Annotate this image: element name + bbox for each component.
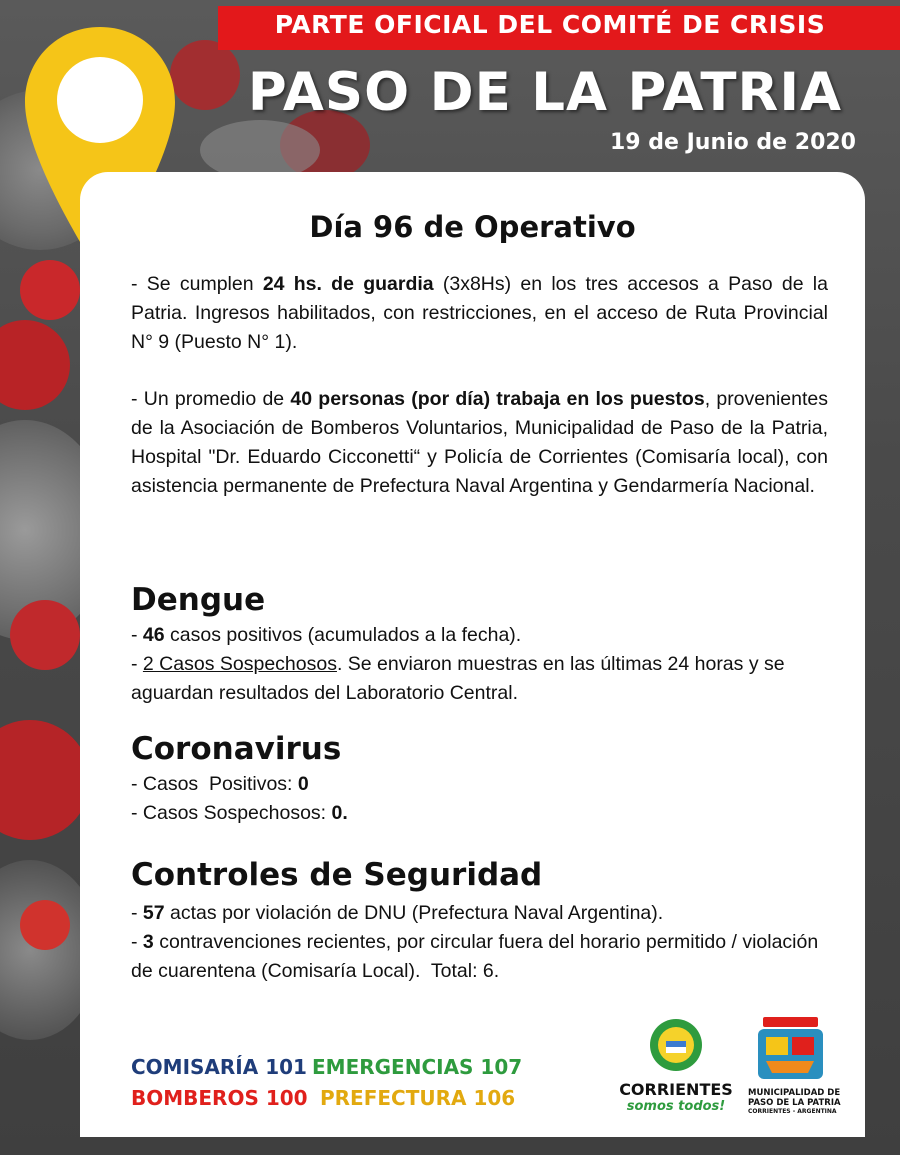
controles-line-2 bbox=[131, 928, 824, 986]
bold-text: 0. bbox=[331, 802, 348, 824]
municipalidad-crest-icon bbox=[748, 1015, 833, 1083]
dengue-line-2 bbox=[131, 650, 831, 708]
phone-comisaria: COMISARÍA 101 bbox=[131, 1055, 307, 1079]
text: casos positivos (acumulados a la fecha). bbox=[164, 624, 522, 646]
text: - bbox=[131, 902, 143, 924]
report-date: 19 de Junio de 2020 bbox=[610, 130, 856, 155]
text: (3x8Hs) en los tres accesos a Paso de la Patria. Ingresos habilitados, con restricciones, en el acceso de Ruta Provincial N° 9 (Puesto N° 1). bbox=[131, 273, 828, 353]
text: - bbox=[131, 653, 143, 675]
coronavirus-heading: Coronavirus bbox=[131, 731, 342, 767]
bold-text: 46 bbox=[142, 624, 165, 646]
coronavirus-line-2 bbox=[131, 799, 831, 828]
controles-heading: Controles de Seguridad bbox=[131, 857, 543, 893]
corrientes-slogan: somos todos! bbox=[626, 1099, 726, 1114]
text: - Casos Positivos: bbox=[131, 773, 298, 795]
municipalidad-line-3: CORRIENTES - ARGENTINA bbox=[748, 1108, 837, 1115]
corrientes-seal-icon bbox=[616, 1015, 736, 1075]
controles-line-1 bbox=[131, 899, 831, 928]
text: contravenciones recientes, por circular fuera del horario permitido / violación de cuarentena (Comisaría Local). Total: 6. bbox=[131, 931, 824, 982]
bold-text: 24 hs. de guardia bbox=[262, 273, 434, 295]
bold-text: 57 bbox=[142, 902, 165, 924]
corrientes-name: CORRIENTES bbox=[619, 1080, 733, 1099]
text: . Se enviaron muestras en las últimas 24 horas y se aguardan resultados del Laboratorio Central. bbox=[131, 653, 785, 704]
dengue-heading: Dengue bbox=[131, 582, 266, 618]
municipalidad-logo bbox=[748, 1015, 841, 1125]
phone-bomberos: BOMBEROS 100 bbox=[131, 1086, 308, 1110]
town-title: PASO DE LA PATRIA bbox=[247, 62, 843, 123]
paragraph-guardia bbox=[131, 270, 828, 357]
text: actas por violación de DNU (Prefectura Naval Argentina). bbox=[164, 902, 664, 924]
text: - Se cumplen bbox=[131, 273, 263, 295]
bold-text: 0 bbox=[297, 773, 309, 795]
municipalidad-line-2: PASO DE LA PATRIA bbox=[748, 1098, 841, 1108]
bold-text: 3 bbox=[142, 931, 154, 953]
phone-prefectura: PREFECTURA 106 bbox=[320, 1086, 516, 1110]
underlined-text: 2 Casos Sospechosos bbox=[142, 653, 337, 675]
text: - bbox=[131, 624, 143, 646]
phone-emergencias: EMERGENCIAS 107 bbox=[312, 1055, 523, 1079]
bold-text: 40 personas (por día) trabaja en los puestos bbox=[290, 388, 705, 410]
paragraph-personal bbox=[131, 385, 828, 501]
coronavirus-line-1 bbox=[131, 770, 831, 799]
municipalidad-line-1: MUNICIPALIDAD DE bbox=[748, 1088, 841, 1098]
text: - Un promedio de bbox=[131, 388, 291, 410]
corrientes-logo bbox=[616, 1015, 736, 1125]
dengue-line-1 bbox=[131, 621, 831, 650]
text: - bbox=[131, 931, 143, 953]
text: , provenientes de la Asociación de Bomberos Voluntarios, Municipalidad de Paso de la Patria, Hospital "Dr. Eduardo Cicconetti“ y Policía de Corrientes (Comisaría local), con asistencia permanente de Prefectura Naval Argentina y Gendarmería Nacional. bbox=[131, 388, 829, 497]
banner-title: PARTE OFICIAL DEL COMITÉ DE CRISIS bbox=[274, 10, 826, 39]
day-title: Día 96 de Operativo bbox=[309, 210, 636, 244]
text: - Casos Sospechosos: bbox=[131, 802, 332, 824]
